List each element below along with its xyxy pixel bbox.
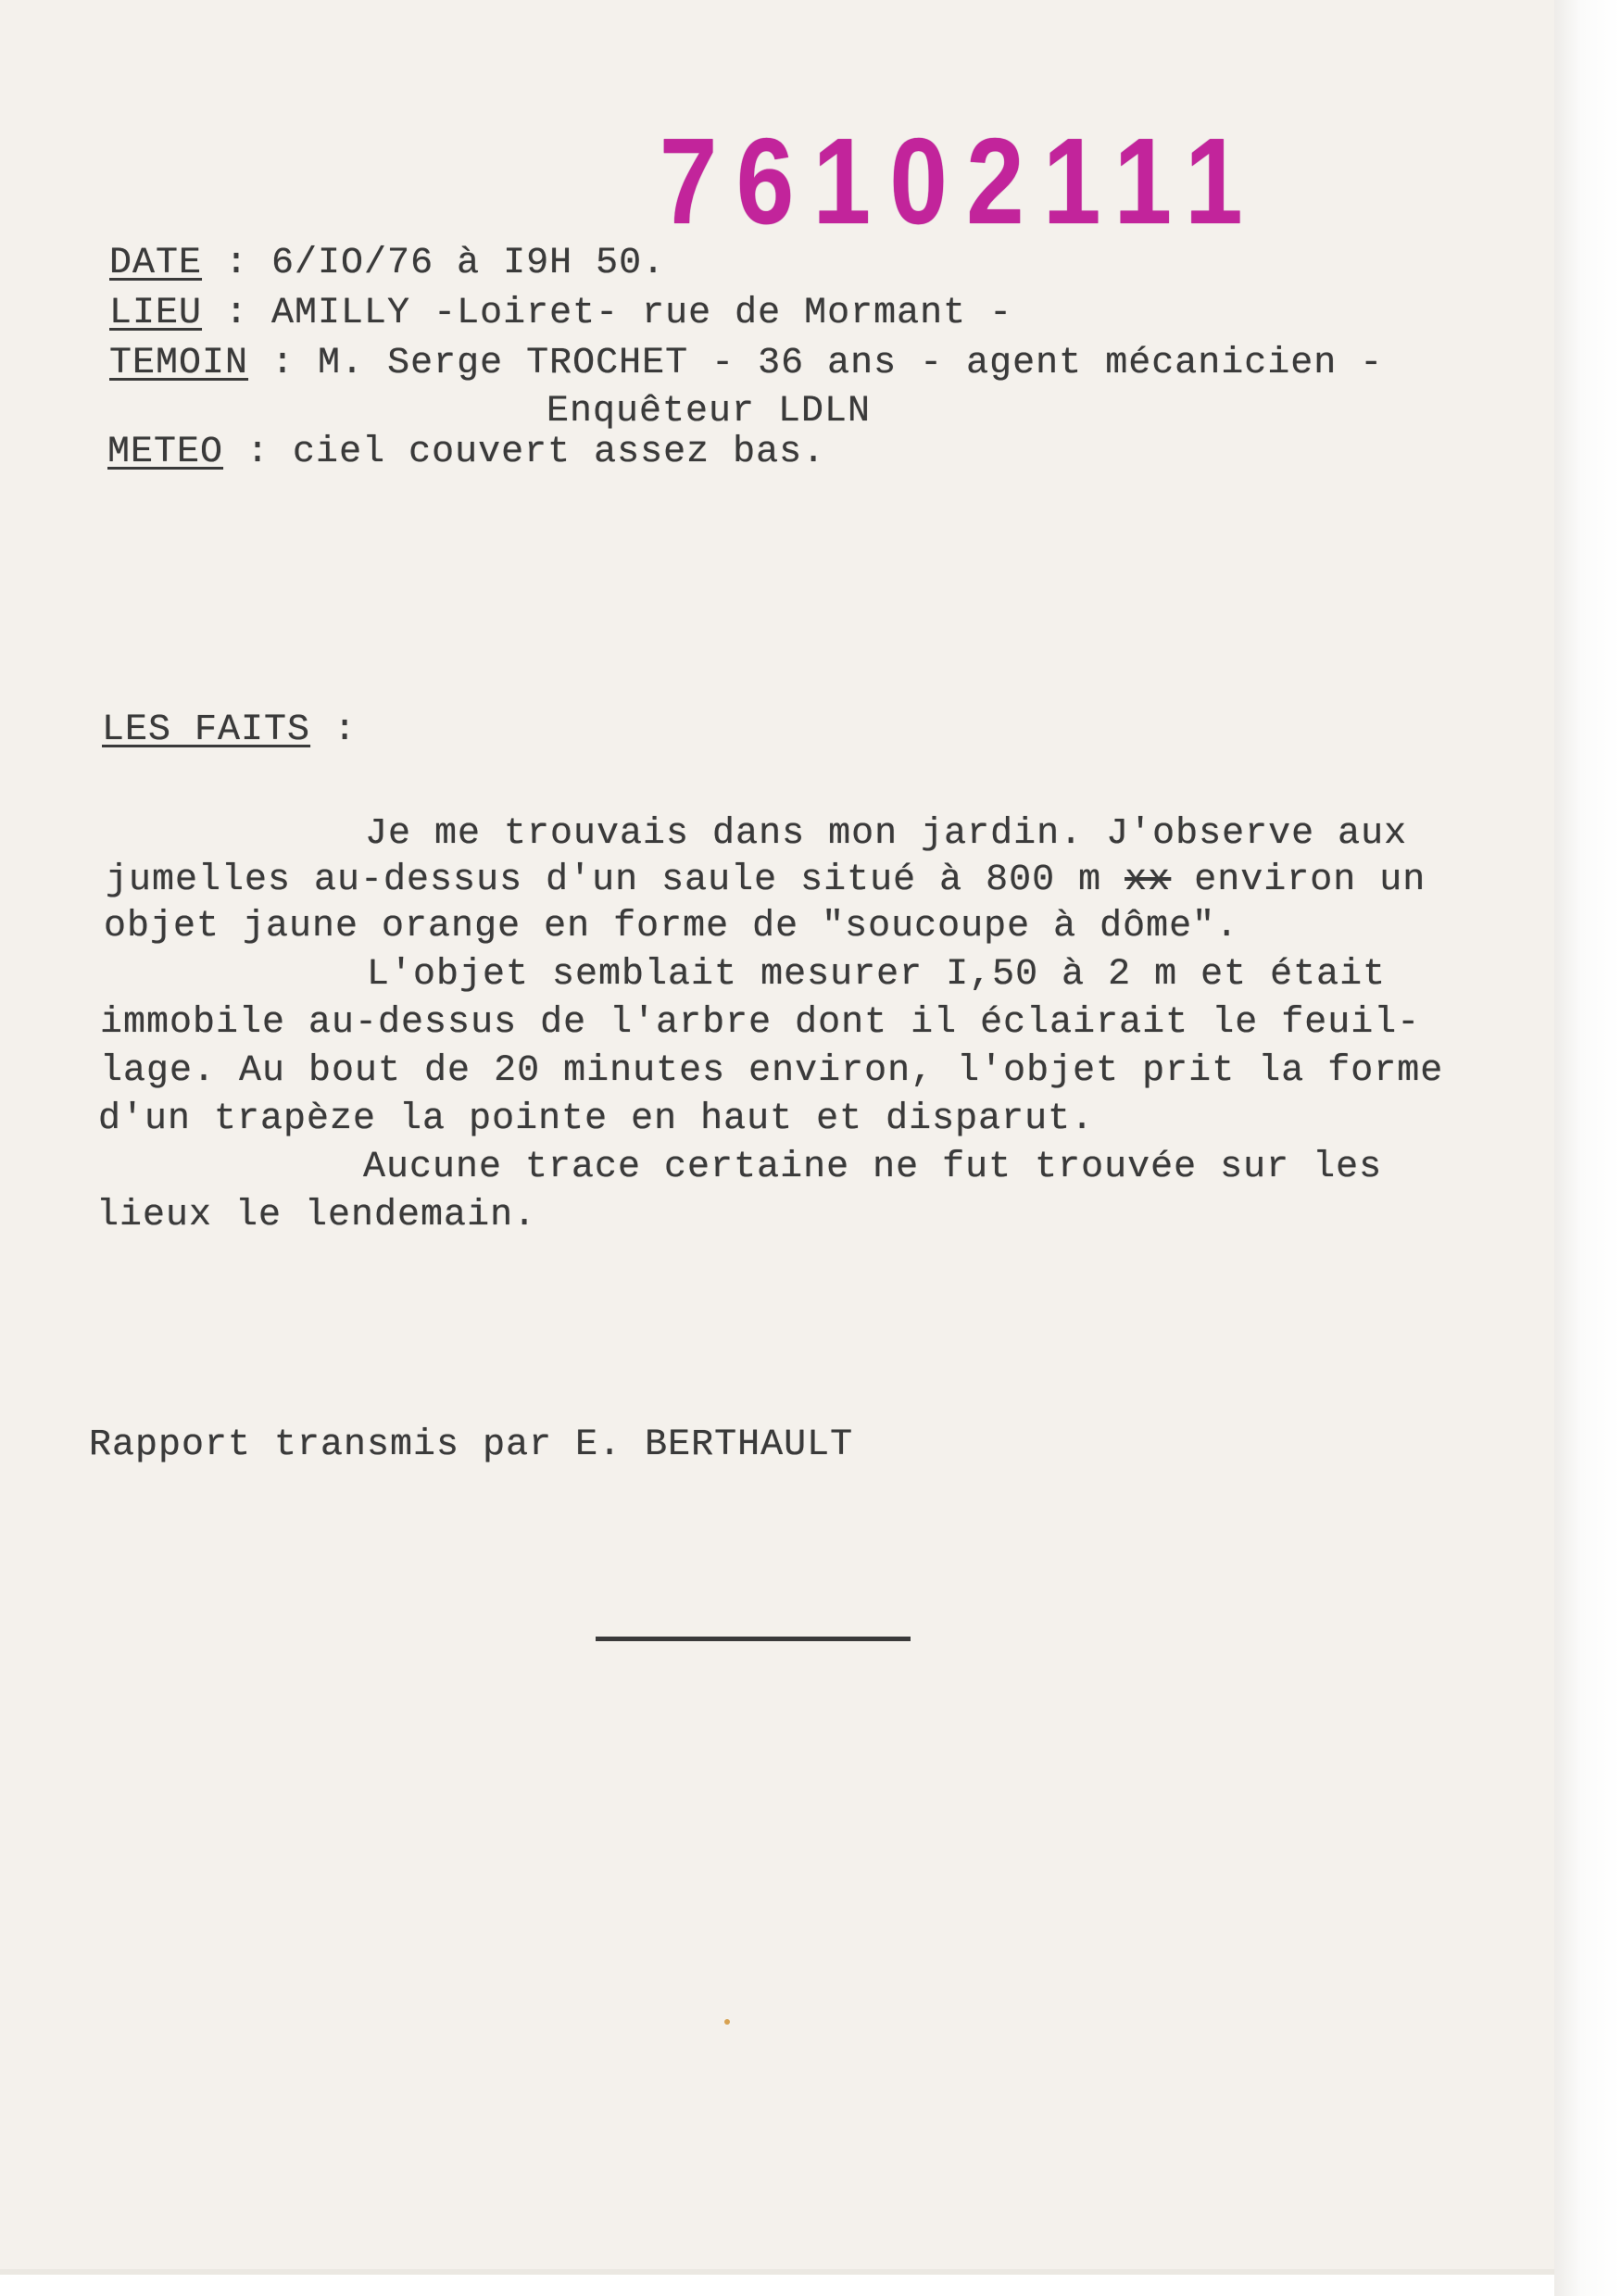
lieu-row	[109, 293, 1012, 334]
faits-line-8: Aucune trace certaine ne fut trouvée sur les	[363, 1147, 1383, 1188]
case-number-stamp: 76102111	[660, 113, 1263, 249]
paper-speck	[724, 2019, 730, 2025]
temoin-row	[109, 343, 1383, 384]
report-credit: Rapport transmis par E. BERTHAULT	[89, 1424, 854, 1466]
faits-line-5: immobile au-dessus de l'arbre dont il éclairait le feuil-	[100, 1002, 1421, 1044]
lieu-value: : AMILLY -Loiret- rue de Mormant -	[225, 293, 1013, 334]
faits-line-2-end: environ un	[1171, 859, 1426, 901]
faits-line-9: lieux le lendemain.	[96, 1195, 537, 1236]
date-value: : 6/IO/76 à I9H 50.	[225, 243, 666, 284]
temoin-continuation: Enquêteur LDLN	[547, 391, 872, 433]
temoin-value: : M. Serge TROCHET - 36 ans - agent mécanicien -	[271, 343, 1384, 384]
meteo-label: METEO	[107, 432, 224, 473]
meteo-value: : ciel couvert assez bas.	[246, 432, 826, 473]
lieu-label: LIEU	[109, 293, 203, 334]
struck-text: xx	[1125, 859, 1172, 901]
closing-rule	[596, 1637, 911, 1641]
faits-line-3: objet jaune orange en forme de "soucoupe à dôme".	[104, 906, 1239, 947]
faits-line-1: Je me trouvais dans mon jardin. J'observe aux	[365, 813, 1408, 855]
faits-title: LES FAITS	[102, 709, 311, 751]
faits-colon: :	[333, 709, 358, 751]
faits-heading	[102, 709, 357, 751]
faits-line-2	[106, 859, 1426, 901]
faits-line-7: d'un trapèze la pointe en haut et disparut.	[98, 1098, 1095, 1140]
date-row	[109, 243, 665, 284]
date-label: DATE	[109, 243, 203, 284]
faits-line-4: L'objet semblait mesurer I,50 à 2 m et était	[367, 954, 1387, 996]
temoin-label: TEMOIN	[109, 343, 249, 384]
faits-line-6: lage. Au bout de 20 minutes environ, l'objet prit la forme	[100, 1050, 1444, 1092]
meteo-row	[107, 432, 825, 473]
faits-line-2-text: jumelles au-dessus d'un saule situé à 800 m	[106, 859, 1125, 901]
